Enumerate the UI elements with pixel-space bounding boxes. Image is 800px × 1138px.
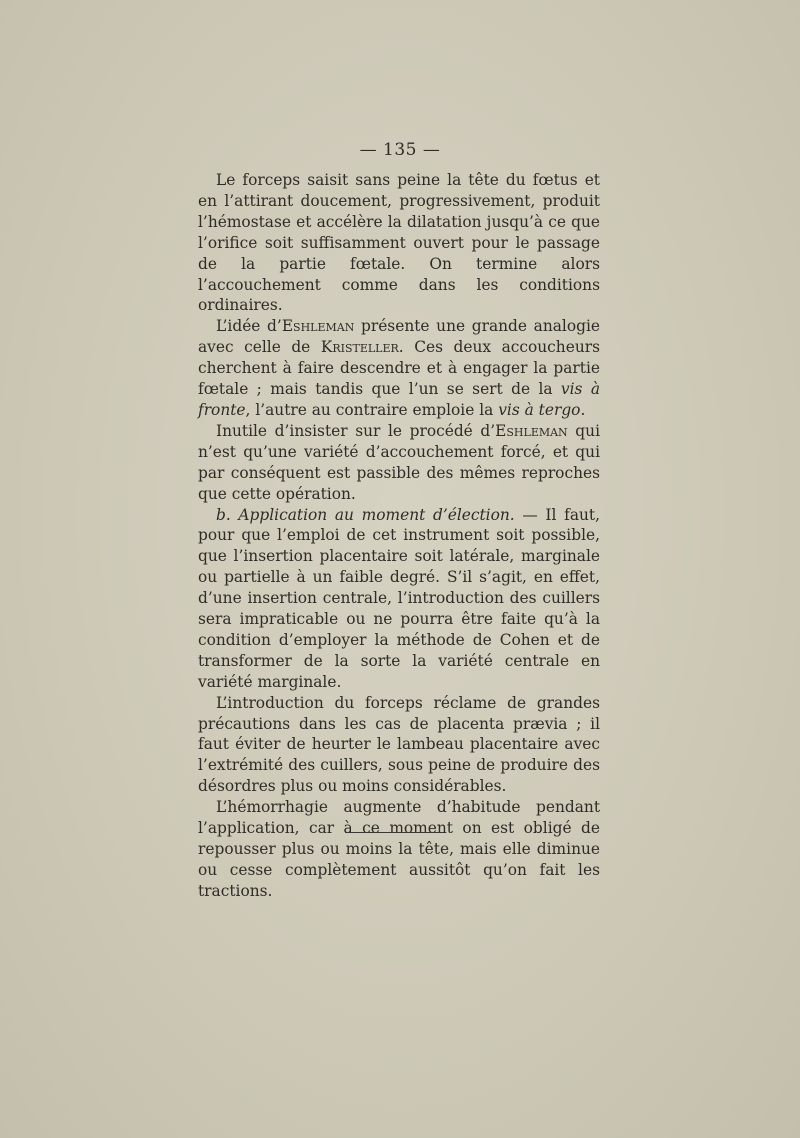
text-run: L’idée d’ — [216, 317, 282, 336]
paragraph-precautions: L’introduction du forceps réclame de grandes précautions dans les cas de placenta prævia ; il faut éviter de heurter le lambeau placentaire avec l’extrémité des cuillers, sous peine de produire des désordres plus ou moins considérables. — [198, 693, 600, 796]
end-rule — [345, 832, 444, 833]
text-run: présente une grande analogie avec celle de — [198, 317, 600, 357]
paragraph-eshleman-idea — [198, 316, 600, 421]
text-run: . — [580, 400, 586, 419]
paragraph-application — [198, 505, 600, 693]
text-run: . Ces deux accoucheurs cherchent à faire descendre et à engager la partie fœtale ; mais tandis que l’un se sert de la — [198, 338, 600, 399]
section-heading: b. Application au moment d’élection. — [216, 505, 515, 524]
latin-term-fronte: vis à fronte — [198, 380, 600, 419]
body-text — [198, 170, 600, 902]
text-run: qui n’est qu’une variété d’accouchement forcé, et qui par conséquent est passible des mêmes reproches que cette opération. — [198, 421, 600, 503]
author-name-eshleman: Eshleman — [281, 317, 355, 336]
latin-term-tergo: vis à tergo — [498, 400, 581, 419]
author-name-eshleman: Eshleman — [495, 421, 568, 440]
text-run: Inutile d’insister sur le procédé d’ — [216, 421, 496, 440]
text-run: — Il faut, pour que l’emploi de cet instrument soit possible, que l’insertion placentaire soit latérale, marginale ou partielle à un faible degré. S’il s’agit, en effet, d’une insertion centrale, l’introduction des cuillers sera impraticable ou ne pourra être faite qu’à la condition d’employer la méthode de Cohen et de transformer de la sorte la variété centrale en variété marginale. — [198, 505, 600, 691]
author-name-kristeller: Kristeller — [320, 338, 399, 357]
text-run: , l’autre au contraire emploie la — [245, 400, 499, 419]
paragraph-hemorrhage: L’hémorrhagie augmente d’habitude pendant l’application, car à ce moment on est obligé de repousser plus ou moins la tête, mais elle diminue ou cesse complètement aussitôt qu’on fait les tractions. — [198, 798, 600, 900]
page-number: — 135 — — [359, 140, 441, 160]
paragraph-forceps: Le forceps saisit sans peine la tête du fœtus et en l’attirant doucement, progressivement, produit l’hémostase et accélère la dilatation jusqu’à ce que l’orifice soit suffisamment ouvert pour le passage de la partie fœtale. On termine alors l’accouchement comme dans les conditions ordinaires. — [198, 171, 600, 315]
paragraph-eshleman-procedure — [198, 421, 600, 505]
